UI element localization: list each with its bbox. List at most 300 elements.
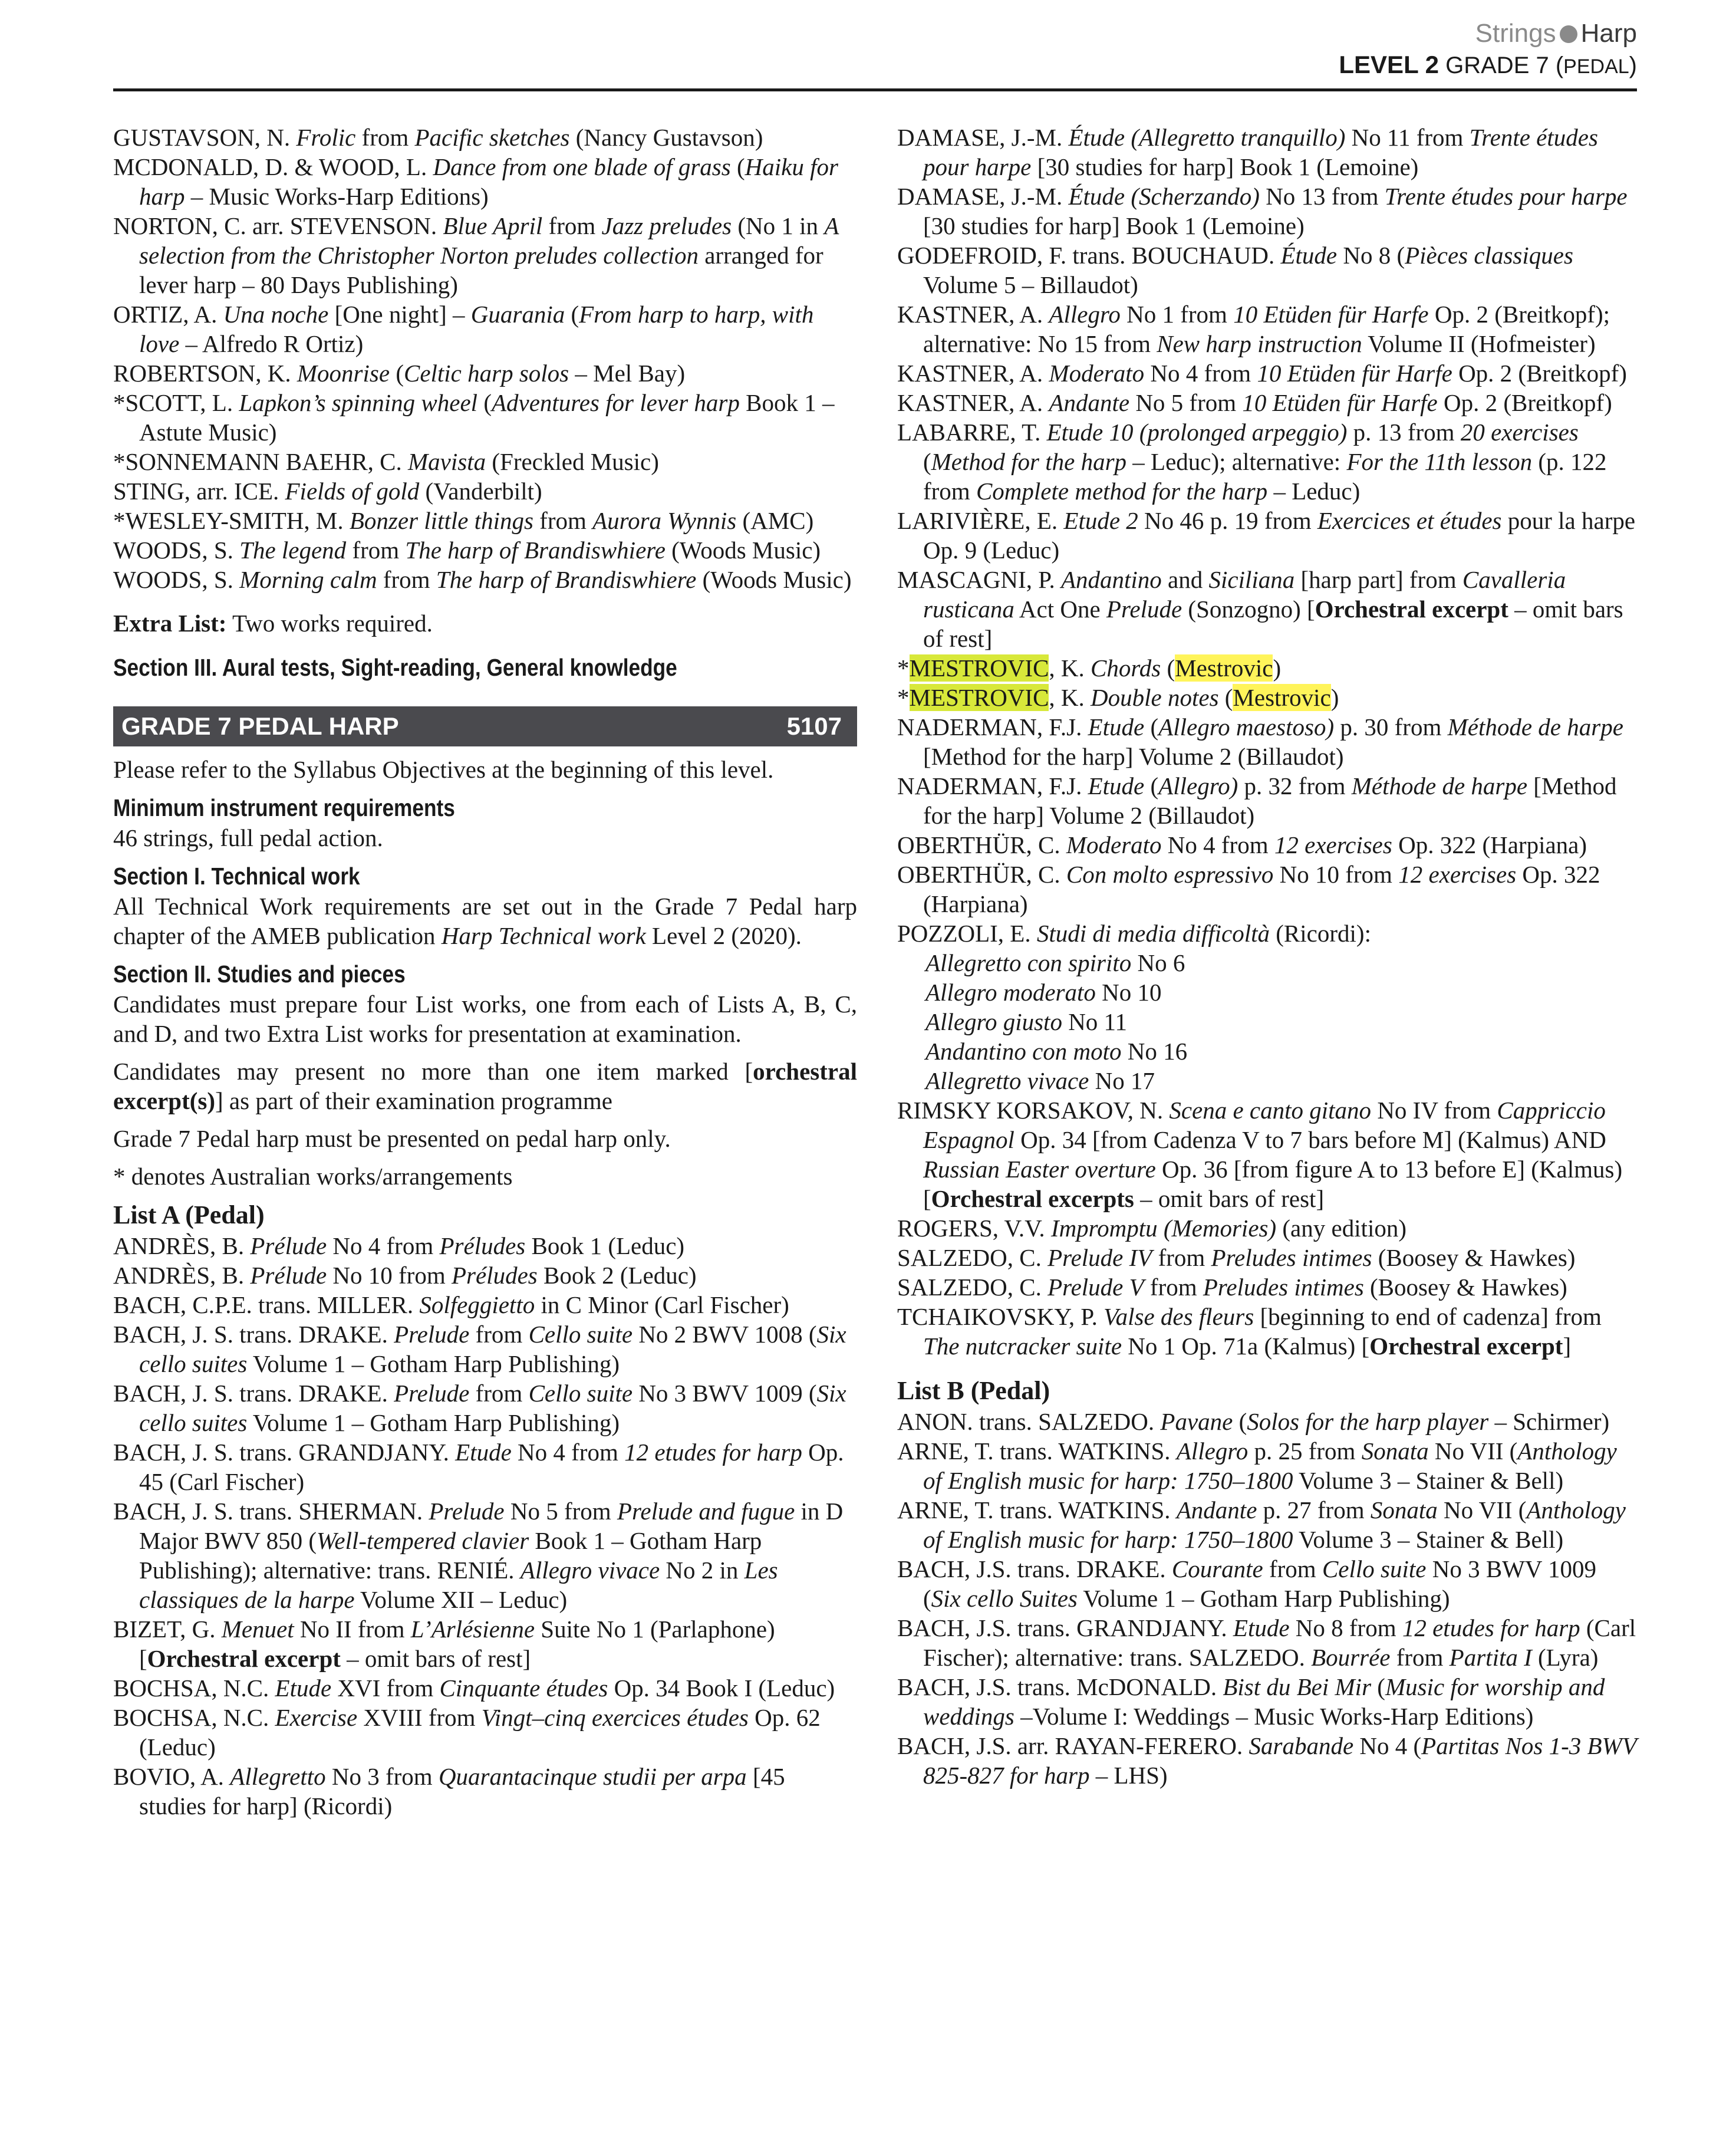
list-entry	[897, 1554, 1639, 1613]
entry-title: Allegro vivace	[520, 1557, 660, 1584]
entry-text: MCDONALD, D. & WOOD, L.	[113, 153, 433, 180]
list-a-continued-entries-2	[897, 1095, 1639, 1361]
entry-text: ANDRÈS, B.	[113, 1262, 251, 1289]
entry-text: No 2 BWV 1008 (	[633, 1321, 817, 1348]
entry-title: Adventures for lever harp	[491, 389, 740, 416]
entry-title: The harp of Brandiswhiere	[405, 537, 666, 564]
entry-text: RIMSKY KORSAKOV, N.	[897, 1097, 1170, 1124]
entry-text: *	[897, 684, 910, 711]
entry-text: from	[469, 1380, 529, 1407]
list-entry	[897, 300, 1639, 358]
entry-text: (any edition)	[1276, 1215, 1407, 1242]
entry-text: p. 32 from	[1238, 772, 1352, 799]
entry-title: Chords	[1091, 654, 1161, 682]
entry-title: Courante	[1171, 1555, 1263, 1582]
section2-heading: Section II. Studies and pieces	[113, 960, 406, 988]
list-entry	[897, 771, 1639, 830]
entry-text: (Boosey & Hawkes)	[1363, 1274, 1567, 1301]
entry-text: ANON. trans. SALZEDO.	[897, 1408, 1161, 1435]
entry-text: No VII (	[1428, 1437, 1518, 1465]
entry-title: Siciliana	[1208, 566, 1295, 593]
entry-text: WOODS, S.	[113, 566, 240, 593]
min-requirements-heading: Minimum instrument requirements	[113, 794, 455, 821]
entry-title: Guarania	[470, 301, 565, 328]
list-entry	[897, 712, 1639, 771]
entry-title: Cello suite	[528, 1380, 633, 1407]
list-entry	[897, 683, 1639, 712]
entry-text: – omit bars of rest]	[340, 1645, 531, 1672]
entry-title: Trente études pour harpe	[1384, 183, 1628, 210]
entry-title: Fields of gold	[285, 478, 420, 505]
entry-text: No 8 (	[1337, 242, 1405, 269]
right-column	[897, 123, 1639, 1790]
entry-title: Prelude	[394, 1380, 470, 1407]
list-entry	[897, 123, 1639, 182]
entry-bold: Orchestral excerpts	[931, 1185, 1134, 1212]
list-entry	[897, 182, 1639, 241]
list-entry	[113, 535, 857, 565]
entry-title: Solos for the harp player	[1247, 1408, 1489, 1435]
entry-title: Blue April	[443, 212, 543, 239]
list-entry	[113, 1320, 857, 1378]
list-entry	[897, 1731, 1639, 1790]
list-entry	[113, 300, 857, 358]
list-a-heading: List A (Pedal)	[113, 1200, 265, 1229]
entry-text: pour la harpe Op. 9 (Leduc)	[923, 507, 1636, 564]
list-entry	[897, 1213, 1639, 1243]
entry-title: Trente études pour harpe	[923, 124, 1598, 180]
entry-text: *SCOTT, L.	[113, 389, 239, 416]
entry-text: (	[1233, 1408, 1247, 1435]
entry-text: No 4 from	[1144, 360, 1257, 387]
header-grade-post: )	[1629, 52, 1637, 78]
entry-title: Andantino	[1060, 566, 1162, 593]
entry-text: No 10	[1095, 979, 1162, 1006]
entry-text: LARIVIÈRE, E.	[897, 507, 1064, 534]
entry-text: – omit bars of rest]	[1134, 1185, 1325, 1212]
entry-text: [One night] –	[328, 301, 471, 328]
entry-title: Étude (Allegretto tranquillo)	[1068, 124, 1346, 151]
entry-text: (Nancy Gustavson)	[569, 124, 763, 151]
grade-bar-code: 5107	[786, 712, 842, 740]
entry-text: (Carl Fischer); alternative: trans. SALZEDO.	[923, 1614, 1636, 1671]
entry-title: Vingt–cinq exercices études	[481, 1704, 749, 1731]
entry-title: Étude (Scherzando)	[1068, 183, 1260, 210]
australian-note: * denotes Australian works/arrangements	[113, 1163, 513, 1190]
entry-text: No 6	[1131, 949, 1185, 976]
entry-title: Prelude	[1106, 595, 1182, 623]
entry-text: Op. 2 (Breitkopf); alternative: No 15 from	[923, 301, 1610, 357]
extra-list-label: Extra List:	[113, 610, 227, 637]
entry-title: Six cello suites	[139, 1321, 846, 1377]
entry-title: Six cello Suites	[931, 1585, 1078, 1612]
entry-text: (Freckled Music)	[486, 448, 659, 475]
entry-text: arranged for lever harp – 80 Days Publishing)	[139, 242, 823, 298]
entry-title: Partitas Nos 1-3 BWV 825-827 for harp	[923, 1732, 1636, 1789]
orchestral-note	[113, 1057, 857, 1116]
entry-title: Etude 2	[1063, 507, 1138, 534]
entry-text: ORTIZ, A.	[113, 301, 223, 328]
entry-text: No 16	[1121, 1038, 1188, 1065]
entry-text: (	[923, 448, 931, 475]
entry-title: Bonzer little things	[349, 507, 533, 534]
entry-text: Volume II (Hofmeister)	[1362, 330, 1596, 357]
entry-text: Op. 45 (Carl Fischer)	[139, 1439, 844, 1495]
entry-text: Volume 3 – Stainer & Bell)	[1293, 1467, 1564, 1494]
entry-text: ARNE, T. trans. WATKINS.	[897, 1496, 1177, 1524]
entry-text: – Alfredo R Ortiz)	[179, 330, 364, 357]
entry-text: No 2 in	[660, 1557, 745, 1584]
list-entry	[113, 1762, 857, 1821]
entry-title: Méthode de harpe	[1447, 713, 1623, 741]
entry-title: Moonrise	[297, 360, 390, 387]
list-entry	[113, 358, 857, 388]
entry-text: GUSTAVSON, N.	[113, 124, 297, 151]
entry-text: from	[1144, 1274, 1203, 1301]
entry-text: BOCHSA, N.C.	[113, 1704, 275, 1731]
entry-text: (	[1218, 684, 1233, 711]
entry-text: No 4 from	[511, 1439, 625, 1466]
entry-text: SALZEDO, C.	[897, 1244, 1048, 1271]
entry-title: Andante	[1049, 389, 1130, 416]
entry-text: No 4 from	[327, 1232, 440, 1259]
entry-title: Allegro	[1176, 1437, 1249, 1465]
entry-title: Impromptu (Memories)	[1050, 1215, 1277, 1242]
entry-title: Prelude	[429, 1498, 505, 1525]
list-entry	[925, 948, 1639, 978]
section1-text-b: Level 2 (2020).	[645, 922, 802, 949]
entry-title: Quarantacinque studii per arpa	[438, 1763, 747, 1790]
entry-text: Volume 1 – Gotham Harp Publishing)	[247, 1409, 620, 1436]
entry-title: 12 exercises	[1398, 861, 1517, 888]
entry-title: Preludes intimes	[1211, 1244, 1372, 1271]
entry-text: Book 1 – Gotham Harp Publishing); alternative: trans. RENIÉ.	[139, 1527, 762, 1584]
entry-text: p. 13 from	[1347, 419, 1461, 446]
entry-title: Andante	[1176, 1496, 1257, 1524]
entry-text: from	[1152, 1244, 1211, 1271]
entry-text: [45 studies for harp] (Ricordi)	[139, 1763, 785, 1820]
entry-title: Bist du Bei Mir	[1223, 1673, 1372, 1700]
entry-text: No 11	[1062, 1008, 1128, 1035]
entry-text: *	[897, 654, 910, 682]
entry-bold: Orchestral excerpt	[1315, 595, 1508, 623]
entry-text: NORTON, C. arr. STEVENSON.	[113, 212, 443, 239]
entry-text: (	[1161, 654, 1175, 682]
entry-title: Cappriccio Espagnol	[923, 1097, 1606, 1153]
entry-text: Op. 34 Book I (Leduc)	[608, 1674, 835, 1702]
entry-title: Etude	[1088, 713, 1145, 741]
entry-title: Etude	[1088, 772, 1145, 799]
entry-title: Etude	[275, 1674, 332, 1702]
list-entry	[925, 978, 1639, 1007]
entry-title: Allegro moderato	[925, 979, 1096, 1006]
entry-title: Allegro maestoso)	[1158, 713, 1335, 741]
entry-text: BACH, J.S. arr. RAYAN-FERERO.	[897, 1732, 1249, 1759]
entry-text: BACH, J.S. trans. McDONALD.	[897, 1673, 1223, 1700]
entry-text: GODEFROID, F. trans. BOUCHAUD.	[897, 242, 1281, 269]
entry-title: Jazz preludes	[601, 212, 732, 239]
entry-text: – omit bars of rest]	[923, 595, 1623, 652]
entry-title: Exercices et études	[1317, 507, 1502, 534]
list-entry	[897, 241, 1639, 300]
entry-text: BACH, J. S. trans. SHERMAN.	[113, 1498, 429, 1525]
entry-text: ROGERS, V.V.	[897, 1215, 1051, 1242]
list-entry	[113, 1703, 857, 1762]
entry-title: Russian Easter overture	[923, 1156, 1156, 1183]
list-entry	[113, 565, 857, 594]
entry-title: Menuet	[221, 1616, 294, 1643]
entry-title: Moderato	[1066, 831, 1162, 858]
entry-title: 10 Etüden für Harfe	[1257, 360, 1452, 387]
entry-text: ]	[1563, 1332, 1572, 1360]
section1-heading: Section I. Technical work	[113, 863, 360, 890]
entry-title: Studi di media difficoltà	[1036, 920, 1270, 947]
entry-text: DAMASE, J.-M.	[897, 183, 1069, 210]
list-entry	[925, 1066, 1639, 1095]
section1-text-title: Harp Technical work	[441, 922, 646, 949]
list-a-continued-entries	[897, 123, 1639, 948]
entry-text: in C Minor (Carl Fischer)	[535, 1291, 789, 1318]
list-entry	[897, 653, 1639, 683]
entry-title: Étude	[1280, 242, 1338, 269]
entry-text: )	[1273, 654, 1282, 682]
entry-text: Suite No 1 (Parlaphone) [	[139, 1616, 775, 1672]
entry-text: Volume 1 – Gotham Harp Publishing)	[1077, 1585, 1450, 1612]
entry-title: Frolic	[296, 124, 356, 151]
entry-title: Pacific sketches	[414, 124, 570, 151]
entry-text: from	[377, 566, 436, 593]
entry-text: p. 25 from	[1248, 1437, 1362, 1465]
entry-title: Double notes	[1091, 684, 1219, 711]
list-entry	[897, 1436, 1639, 1495]
entry-highlight: MESTROVIC	[909, 654, 1049, 682]
entry-title: Sarabande	[1249, 1732, 1354, 1759]
entry-title: Sonata	[1370, 1496, 1438, 1524]
entry-title: New harp instruction	[1157, 330, 1362, 357]
entry-title: A selection from the Christopher Norton preludes collection	[139, 212, 839, 269]
entry-text: from	[355, 124, 415, 151]
entry-text: TCHAIKOVSKY, P.	[897, 1303, 1104, 1330]
entry-title: Dance from one blade of grass	[433, 153, 731, 180]
entry-text: from	[542, 212, 602, 239]
entry-title: Haiku for harp	[139, 153, 838, 210]
entry-title: Méthode de harpe	[1351, 772, 1528, 799]
entry-title: Etude	[455, 1439, 512, 1466]
entry-text: (Ricordi):	[1270, 920, 1371, 947]
entry-title: Prelude V	[1047, 1274, 1144, 1301]
entry-text: No 46 p. 19 from	[1138, 507, 1317, 534]
entry-title: Anthology of English music for harp: 1750–1800	[923, 1437, 1617, 1494]
entry-bold: Orchestral excerpt	[1369, 1332, 1563, 1360]
section1-text-a: All Technical Work requirements are set out in the Grade 7 Pedal harp chapter of the AMEB publication	[113, 893, 857, 949]
list-entry	[113, 1231, 857, 1261]
entry-text: *SONNEMANN BAEHR, C.	[113, 448, 409, 475]
list-b-entries	[897, 1407, 1639, 1790]
entry-title: Allegro)	[1158, 772, 1238, 799]
entry-title: Cinquante études	[439, 1674, 608, 1702]
entry-text: (	[1371, 1673, 1385, 1700]
entry-title: Andantino con moto	[925, 1038, 1122, 1065]
entry-title: Cello suite	[1322, 1555, 1427, 1582]
entry-text: (	[565, 301, 579, 328]
header-grade-pre: GRADE 7 (	[1445, 52, 1564, 78]
entry-text: No 1 from	[1120, 301, 1234, 328]
header-level-label: LEVEL 2	[1339, 51, 1439, 78]
entry-text: No 10 from	[327, 1262, 452, 1289]
entry-text: – Leduc); alternative:	[1126, 448, 1347, 475]
entry-title: 10 Etüden für Harfe	[1242, 389, 1438, 416]
list-entry	[113, 1614, 857, 1673]
entry-text: ROBERTSON, K.	[113, 360, 297, 387]
entry-text: OBERTHÜR, C.	[897, 831, 1066, 858]
entry-text: NADERMAN, F.J.	[897, 772, 1088, 799]
entry-text: (	[1144, 772, 1159, 799]
syllabus-note: Please refer to the Syllabus Objectives at the beginning of this level.	[113, 756, 774, 783]
entry-title: Pavane	[1160, 1408, 1233, 1435]
pozzoli-items	[897, 948, 1639, 1095]
entry-title: Etude	[1233, 1614, 1290, 1641]
entry-title: Complete method for the harp	[976, 478, 1268, 505]
entry-highlight: Mestrovic	[1233, 684, 1331, 711]
list-entry	[113, 1437, 857, 1496]
list-entry	[113, 211, 857, 300]
entry-text: Volume 5 – Billaudot)	[923, 271, 1138, 298]
entry-title: 12 exercises	[1274, 831, 1392, 858]
entry-text: Volume 3 – Stainer & Bell)	[1293, 1526, 1564, 1553]
entry-text: No 5 from	[1129, 389, 1243, 416]
list-entry	[897, 1613, 1639, 1672]
entry-text: BACH, J.S. trans. DRAKE.	[897, 1555, 1172, 1582]
entry-text: BACH, C.P.E. trans. MILLER.	[113, 1291, 420, 1318]
header-grade-pedal: PEDAL	[1563, 55, 1629, 78]
entry-text: – Schirmer)	[1488, 1408, 1610, 1435]
entry-text: p. 27 from	[1257, 1496, 1371, 1524]
entry-text: OBERTHÜR, C.	[897, 861, 1066, 888]
entry-text: from	[469, 1321, 529, 1348]
list-entry	[113, 1378, 857, 1437]
list-entry	[897, 919, 1639, 948]
entry-title: The legend	[239, 537, 347, 564]
entry-text: (	[477, 389, 492, 416]
list-entry	[897, 565, 1639, 653]
entry-text: (Lyra)	[1531, 1644, 1599, 1671]
entry-title: Préludes	[451, 1262, 538, 1289]
entry-title: From harp to harp, with love	[139, 301, 814, 357]
section2-text: Candidates must prepare four List works, one from each of Lists A, B, C, and D, and two Extra List works for presentation at examination.	[113, 991, 857, 1047]
entry-text: BIZET, G.	[113, 1616, 222, 1643]
header-level	[1339, 51, 1637, 79]
entry-text: LABARRE, T.	[897, 419, 1047, 446]
entry-title: Prélude	[250, 1262, 327, 1289]
entry-text: –Volume I: Weddings – Music Works-Harp Editions)	[1014, 1703, 1534, 1730]
entry-text: No 4 (	[1353, 1732, 1422, 1759]
entry-title: Exercise	[275, 1704, 358, 1731]
entry-text: No 5 from	[504, 1498, 617, 1525]
entry-title: 12 etudes for harp	[624, 1439, 802, 1466]
list-entry	[897, 1302, 1639, 1361]
list-entry	[897, 506, 1639, 565]
list-entry	[113, 1496, 857, 1614]
entry-title: Six cello suites	[139, 1380, 846, 1436]
entry-title: Una noche	[223, 301, 329, 328]
list-b-heading: List B (Pedal)	[897, 1376, 1050, 1405]
entry-title: Pièces classiques	[1405, 242, 1573, 269]
entry-title: L’Arlésienne	[410, 1616, 535, 1643]
entry-text: [30 studies for harp] Book 1 (Lemoine)	[1031, 153, 1419, 180]
entry-text: Act One	[1014, 595, 1106, 623]
entry-text: Op. 34 [from Cadenza V to 7 bars before M] (Kalmus) AND	[1014, 1126, 1606, 1153]
entry-title: 10 Etüden für Harfe	[1233, 301, 1429, 328]
list-entry	[113, 123, 857, 152]
entry-text: No II from	[294, 1616, 411, 1643]
min-requirements-text: 46 strings, full pedal action.	[113, 824, 383, 851]
header-instrument: Harp	[1580, 19, 1637, 48]
entry-title: Prelude	[394, 1321, 470, 1348]
list-entry	[897, 1095, 1639, 1213]
entry-text: DAMASE, J.-M.	[897, 124, 1069, 151]
list-entry	[897, 388, 1639, 417]
bullet-dot-icon	[1560, 25, 1577, 43]
entry-text: Op. 322 (Harpiana)	[923, 861, 1600, 917]
entry-title: Allegretto vivace	[925, 1067, 1089, 1094]
entry-text: STING, arr. ICE.	[113, 478, 285, 505]
entry-text: p. 30 from	[1334, 713, 1448, 741]
entry-text: KASTNER, A.	[897, 360, 1049, 387]
entry-text: WOODS, S.	[113, 537, 240, 564]
entry-title: Solfeggietto	[419, 1291, 535, 1318]
entry-title: 20 exercises	[1460, 419, 1579, 446]
entry-text: from	[1263, 1555, 1322, 1582]
entry-title: Music for worship and weddings	[923, 1673, 1605, 1730]
entry-text: Op. 36 [from figure A to 13 before E] (Kalmus) [	[923, 1156, 1623, 1212]
entry-text: BACH, J. S. trans. DRAKE.	[113, 1380, 394, 1407]
entry-text: MASCAGNI, P.	[897, 566, 1061, 593]
list-entry	[897, 830, 1639, 860]
entry-highlight: Mestrovic	[1175, 654, 1273, 682]
entry-text: Book 2 (Leduc)	[537, 1262, 697, 1289]
entry-text: , K.	[1049, 654, 1091, 682]
orchestral-note-a: Candidates may present no more than one item marked [	[113, 1058, 753, 1085]
pedal-only-note: Grade 7 Pedal harp must be presented on pedal harp only.	[113, 1125, 671, 1152]
list-entry	[897, 860, 1639, 919]
entry-title: For the 11th lesson	[1346, 448, 1533, 475]
entry-title: Lapkon’s spinning wheel	[239, 389, 478, 416]
entry-text: (	[390, 360, 404, 387]
entry-title: Moderato	[1049, 360, 1145, 387]
list-entry	[897, 1407, 1639, 1436]
entry-text: No 11 from	[1345, 124, 1470, 151]
entry-text: (Sonzogno) [	[1182, 595, 1315, 623]
entry-text: BACH, J.S. trans. GRANDJANY.	[897, 1614, 1233, 1641]
entry-title: Scena e canto gitano	[1169, 1097, 1372, 1124]
entry-text: [30 studies for harp] Book 1 (Lemoine)	[923, 212, 1305, 239]
entry-title: Con molto espressivo	[1066, 861, 1274, 888]
entry-text: KASTNER, A.	[897, 301, 1049, 328]
entry-text: No 17	[1089, 1067, 1155, 1094]
entry-text: – Mel Bay)	[569, 360, 686, 387]
entry-title: Celtic harp solos	[403, 360, 569, 387]
entry-title: Prelude and fugue	[617, 1498, 795, 1525]
entry-title: Allegro giusto	[925, 1008, 1062, 1035]
entry-text: BOCHSA, N.C.	[113, 1674, 275, 1702]
entry-text: No 4 from	[1161, 831, 1274, 858]
entry-text: – Leduc)	[1267, 478, 1361, 505]
entry-text: (Boosey & Hawkes)	[1372, 1244, 1576, 1271]
list-entry	[113, 152, 857, 211]
entry-title: Etude 10 (prolonged arpeggio)	[1046, 419, 1348, 446]
entry-text: (Woods Music)	[696, 566, 852, 593]
entry-text: Op. 62 (Leduc)	[139, 1704, 821, 1761]
